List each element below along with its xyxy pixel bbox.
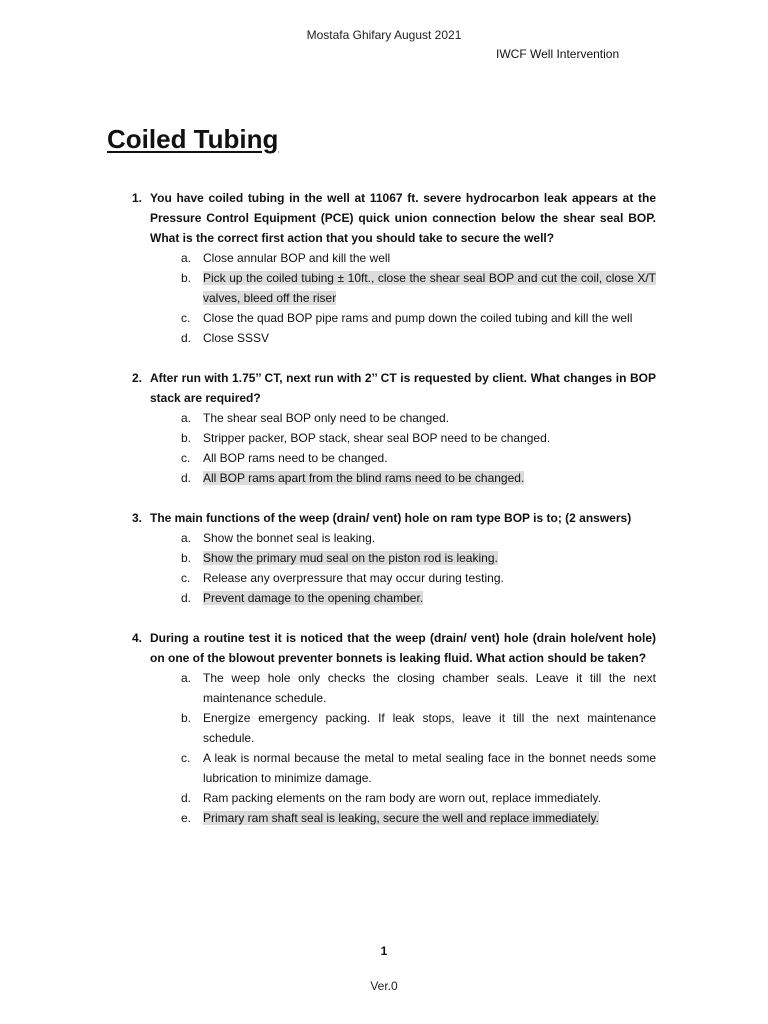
version-label: Ver.0 (370, 979, 398, 993)
option-letter: c. (181, 571, 191, 585)
answer-options (132, 668, 656, 828)
option-letter: b. (181, 431, 192, 445)
option-text: Close SSSV (203, 331, 270, 345)
option-letter: d. (181, 471, 192, 485)
answer-option (181, 788, 656, 808)
question-stem (132, 188, 656, 248)
answer-option-highlighted (181, 468, 656, 488)
option-letter: b. (181, 271, 192, 285)
answer-option-highlighted (181, 548, 656, 568)
option-text: Close annular BOP and kill the well (203, 251, 391, 265)
option-letter: a. (181, 671, 192, 685)
option-letter: c. (181, 311, 191, 325)
answer-options (132, 408, 656, 488)
option-letter: a. (181, 531, 192, 545)
answer-highlight: All BOP rams apart from the blind rams need to be changed. (203, 471, 525, 485)
page-number: 1 (380, 944, 388, 958)
option-text: The weep hole only checks the closing chamber seals. Leave it till the next maintenance schedule. (203, 671, 656, 705)
question-number: 2. (132, 371, 143, 385)
answer-option (181, 528, 656, 548)
question-stem (132, 628, 656, 668)
option-letter: a. (181, 251, 192, 265)
header-author-date: Mostafa Ghifary August 2021 (306, 28, 462, 42)
question-item (132, 188, 656, 348)
option-letter: d. (181, 591, 192, 605)
option-text: All BOP rams need to be changed. (203, 451, 388, 465)
question-text: You have coiled tubing in the well at 11067 ft. severe hydrocarbon leak appears at the Pressure Control Equipment (PCE) quick union connection below the shear seal BOP. What is the correct first action that you should take to secure the well? (150, 191, 656, 245)
question-list (132, 188, 656, 848)
question-stem (132, 508, 656, 528)
header-course: IWCF Well Intervention (496, 47, 620, 61)
question-number: 3. (132, 511, 143, 525)
question-number: 1. (132, 191, 143, 205)
option-text: The shear seal BOP only need to be changed. (203, 411, 449, 425)
option-letter: b. (181, 551, 192, 565)
option-letter: e. (181, 811, 192, 825)
option-text (203, 268, 656, 308)
option-text: A leak is normal because the metal to metal sealing face in the bonnet needs some lubrication to minimize damage. (203, 751, 656, 785)
answer-options (132, 248, 656, 348)
option-letter: b. (181, 711, 192, 725)
question-stem (132, 368, 656, 408)
question-item (132, 628, 656, 828)
question-item (132, 508, 656, 608)
question-text: During a routine test it is noticed that the weep (drain/ vent) hole (drain hole/vent hole) on one of the blowout preventer bonnets is leaking fluid. What action should be taken? (150, 631, 656, 665)
option-text: Energize emergency packing. If leak stops, leave it till the next maintenance schedule. (203, 711, 656, 745)
option-text (203, 468, 656, 488)
answer-options (132, 528, 656, 608)
answer-option (181, 668, 656, 708)
option-text (203, 548, 656, 568)
answer-option (181, 328, 656, 348)
answer-option-highlighted (181, 588, 656, 608)
answer-option (181, 568, 656, 588)
question-item (132, 368, 656, 488)
answer-option (181, 708, 656, 748)
answer-option (181, 748, 656, 788)
option-letter: d. (181, 791, 192, 805)
option-text: Show the bonnet seal is leaking. (203, 531, 376, 545)
option-text: Ram packing elements on the ram body are worn out, replace immediately. (203, 791, 601, 805)
question-text: After run with 1.75’’ CT, next run with 2’’ CT is requested by client. What changes in BOP stack are required? (150, 371, 656, 405)
answer-option (181, 248, 656, 268)
option-letter: d. (181, 331, 192, 345)
option-text: Release any overpressure that may occur during testing. (203, 571, 504, 585)
option-letter: c. (181, 451, 191, 465)
option-text (203, 588, 656, 608)
answer-option (181, 448, 656, 468)
answer-highlight: Pick up the coiled tubing ± 10ft., close the shear seal BOP and cut the coil, close X/T valves, bleed off the riser (203, 271, 656, 305)
answer-option (181, 428, 656, 448)
question-text: The main functions of the weep (drain/ vent) hole on ram type BOP is to; (2 answers) (150, 511, 632, 525)
option-letter: a. (181, 411, 192, 425)
option-text: Close the quad BOP pipe rams and pump down the coiled tubing and kill the well (203, 311, 633, 325)
question-number: 4. (132, 631, 143, 645)
answer-highlight: Primary ram shaft seal is leaking, secure the well and replace immediately. (203, 811, 599, 825)
answer-highlight: Show the primary mud seal on the piston rod is leaking. (203, 551, 498, 565)
option-text: Stripper packer, BOP stack, shear seal BOP need to be changed. (203, 431, 551, 445)
answer-option (181, 308, 656, 328)
answer-option (181, 408, 656, 428)
answer-highlight: Prevent damage to the opening chamber. (203, 591, 424, 605)
answer-option-highlighted (181, 268, 656, 308)
answer-option-highlighted (181, 808, 656, 828)
page-title: Coiled Tubing (107, 124, 279, 154)
option-letter: c. (181, 751, 191, 765)
option-text (203, 808, 656, 828)
